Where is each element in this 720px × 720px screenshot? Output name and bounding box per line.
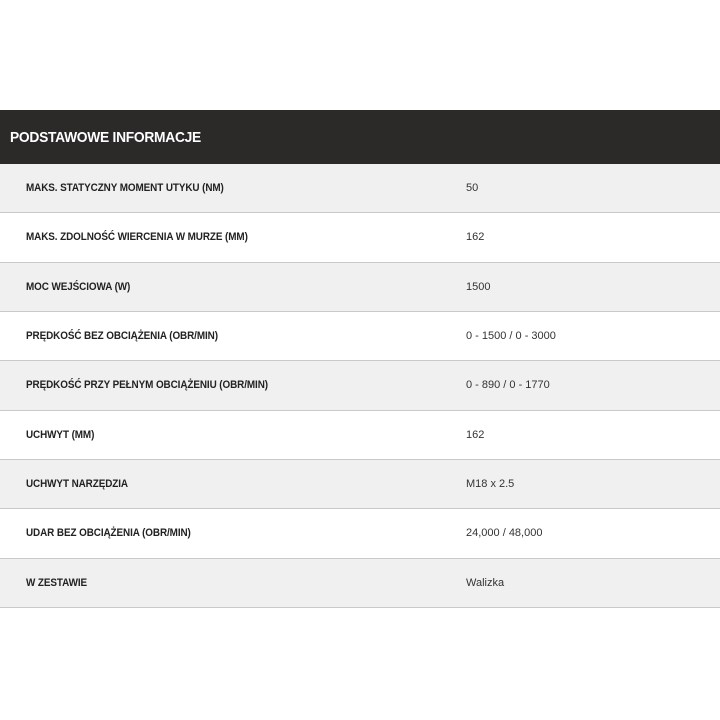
spec-row xyxy=(0,263,720,312)
spec-label: PRĘDKOŚĆ BEZ OBCIĄŻENIA (OBR/MIN) xyxy=(26,330,218,343)
spec-label: MAKS. STATYCZNY MOMENT UTYKU (NM) xyxy=(26,182,224,195)
spec-row xyxy=(0,361,720,410)
spec-value: 24,000 / 48,000 xyxy=(466,527,543,540)
spec-label: UCHWYT (MM) xyxy=(26,428,95,441)
spec-row xyxy=(0,460,720,509)
spec-value: 162 xyxy=(466,231,485,244)
spec-section-header xyxy=(0,110,720,164)
spec-value: 1500 xyxy=(466,280,491,293)
section-title: PODSTAWOWE INFORMACJE xyxy=(10,128,201,146)
spec-value: 50 xyxy=(466,182,479,195)
spec-label: MOC WEJŚCIOWA (W) xyxy=(26,280,131,293)
spec-row xyxy=(0,509,720,558)
spec-row xyxy=(0,559,720,608)
spec-row xyxy=(0,312,720,361)
spec-value: 0 - 890 / 0 - 1770 xyxy=(466,379,550,392)
spec-value: Walizka xyxy=(466,576,505,589)
spec-value: 0 - 1500 / 0 - 3000 xyxy=(466,330,556,343)
spec-value: 162 xyxy=(466,428,485,441)
spec-row xyxy=(0,411,720,460)
spec-row xyxy=(0,213,720,262)
spec-label: UCHWYT NARZĘDZIA xyxy=(26,478,128,491)
spec-value: M18 x 2.5 xyxy=(466,478,515,491)
spec-row xyxy=(0,164,720,213)
spec-table xyxy=(0,110,720,608)
spec-label: PRĘDKOŚĆ PRZY PEŁNYM OBCIĄŻENIU (OBR/MIN) xyxy=(26,379,269,392)
spec-label: UDAR BEZ OBCIĄŻENIA (OBR/MIN) xyxy=(26,527,191,540)
spec-label: MAKS. ZDOLNOŚĆ WIERCENIA W MURZE (MM) xyxy=(26,231,248,244)
spec-label: W ZESTAWIE xyxy=(26,576,88,589)
